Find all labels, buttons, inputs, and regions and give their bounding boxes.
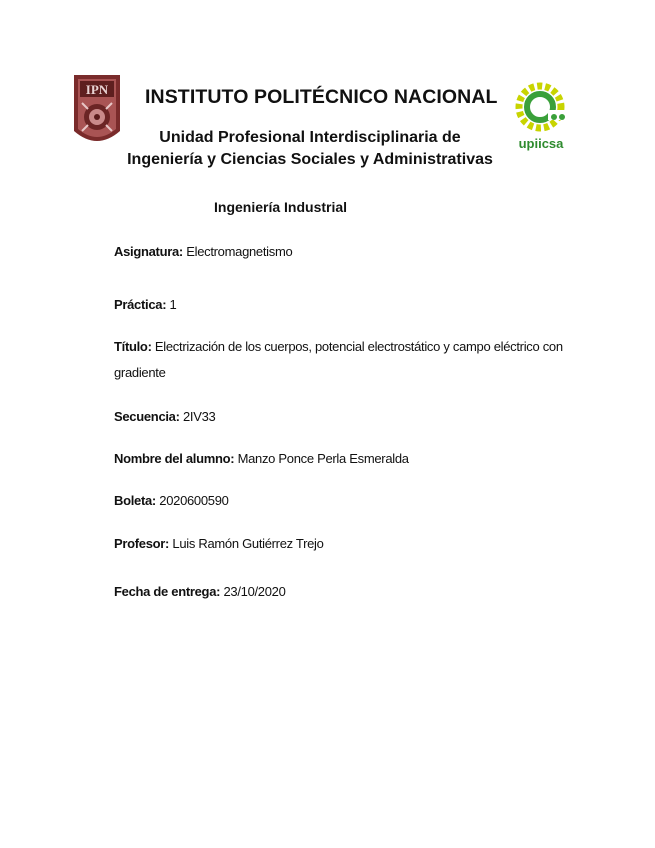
title-value: Electrización de los cuerpos, potencial electrostático y campo eléctrico con gradiente <box>114 339 563 380</box>
svg-text:IPN: IPN <box>85 82 109 97</box>
professor-value: Luis Ramón Gutiérrez Trejo <box>172 536 324 551</box>
boleta-field <box>114 493 229 508</box>
sequence-field <box>114 409 215 424</box>
due-date-field <box>114 584 286 599</box>
professor-field <box>114 536 324 551</box>
unit-name-line1: Unidad Profesional Interdisciplinaria de <box>159 129 461 146</box>
sequence-value: 2IV33 <box>182 409 216 424</box>
subject-field <box>114 244 292 259</box>
sequence-label: Secuencia: <box>114 409 180 424</box>
career-title: Ingeniería Industrial <box>214 199 348 215</box>
subject-value: Electromagnetismo <box>186 244 293 259</box>
institution-name: INSTITUTO POLITÉCNICO NACIONAL <box>145 86 498 108</box>
practice-value: 1 <box>169 297 177 312</box>
student-value: Manzo Ponce Perla Esmeralda <box>237 451 409 466</box>
professor-label: Profesor: <box>114 536 170 551</box>
upiicsa-logo-text: upiicsa <box>518 136 564 151</box>
boleta-value: 2020600590 <box>159 493 229 508</box>
title-label: Título: <box>114 339 152 354</box>
practice-field <box>114 297 176 312</box>
boleta-label: Boleta: <box>114 493 156 508</box>
title-field <box>114 334 574 386</box>
due-date-label: Fecha de entrega: <box>114 584 221 599</box>
student-field <box>114 451 409 466</box>
subject-label: Asignatura: <box>114 244 183 259</box>
due-date-value: 23/10/2020 <box>223 584 286 599</box>
upiicsa-logo-icon <box>512 77 572 158</box>
student-label: Nombre del alumno: <box>114 451 235 466</box>
practice-label: Práctica: <box>114 297 167 312</box>
unit-name-line2: Ingeniería y Ciencias Sociales y Administrativas <box>127 151 493 168</box>
